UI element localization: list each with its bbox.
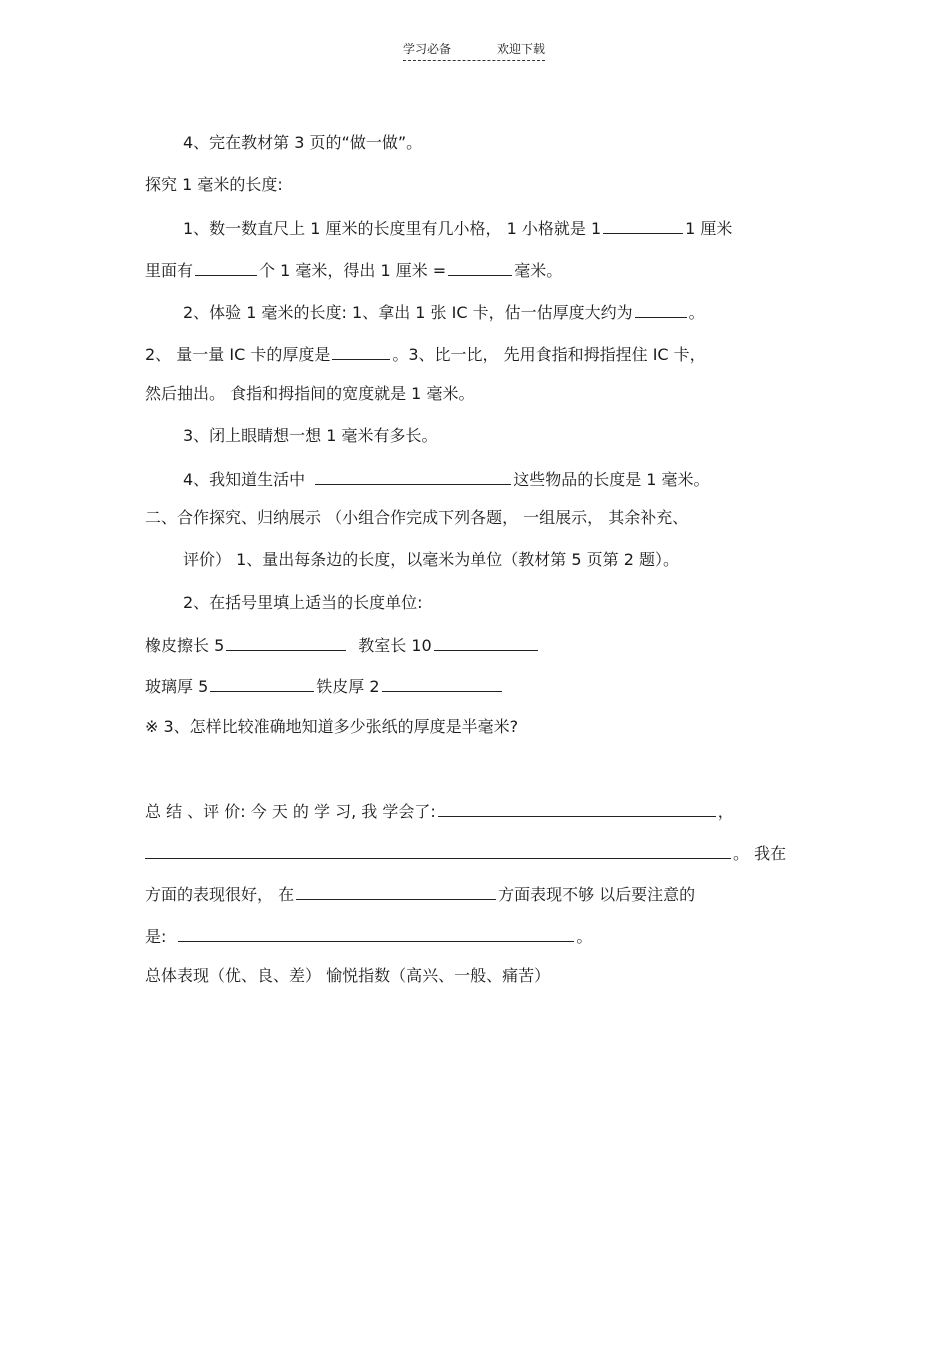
performance-text-a: 方面的表现很好， 在 xyxy=(145,885,295,904)
blank-12[interactable] xyxy=(145,842,731,859)
header-right: 欢迎下载 xyxy=(497,42,546,56)
classroom-text: 教室长 10 xyxy=(358,636,432,655)
blank-13[interactable] xyxy=(296,883,496,900)
line-performance xyxy=(145,883,695,905)
line-eraser-classroom xyxy=(145,634,540,656)
measure-card-text: 2、 量一量 IC 卡的厚度是 xyxy=(145,345,331,364)
know-items-text: 4、我知道生活中 xyxy=(183,470,306,489)
blank-9[interactable] xyxy=(210,675,314,692)
blank-3[interactable] xyxy=(448,259,512,276)
line-pull-out: 然后抽出。 食指和拇指间的宽度就是 1 毫米。 xyxy=(145,384,475,403)
eraser-text: 橡皮擦长 5 xyxy=(145,636,225,655)
blank-8[interactable] xyxy=(434,634,538,651)
line-do-exercise: 4、完在教材第 3 页的“做一做”。 xyxy=(183,133,423,152)
line-measure-card xyxy=(145,343,706,365)
iron-text: 铁皮厚 2 xyxy=(316,677,380,696)
blank-7[interactable] xyxy=(226,634,346,651)
blank-5[interactable] xyxy=(332,343,390,360)
line-glass-iron xyxy=(145,675,504,697)
conversion-text-b: 个 1 毫米，得出 1 厘米 = xyxy=(259,261,447,280)
blank-10[interactable] xyxy=(382,675,502,692)
blank-11[interactable] xyxy=(438,800,716,817)
summary-2-tail: 。 我在 xyxy=(733,844,787,863)
line-mm-conversion xyxy=(145,259,562,281)
attention-tail: 。 xyxy=(576,927,593,946)
line-evaluate-measure: 评价） 1、量出每条边的长度，以毫米为单位（教材第 5 页第 2 题）。 xyxy=(183,550,679,569)
performance-text-b: 方面表现不够 以后要注意的 xyxy=(498,885,696,904)
conversion-text-c: 毫米。 xyxy=(514,261,563,280)
glass-text: 玻璃厚 5 xyxy=(145,677,209,696)
blank-2[interactable] xyxy=(195,259,257,276)
experience-tail: 。 xyxy=(688,303,705,322)
blank-1[interactable] xyxy=(603,217,683,234)
line-explore-title: 探究 1 毫米的长度: xyxy=(145,175,283,194)
conversion-text-a: 里面有 xyxy=(145,261,194,280)
blank-14[interactable] xyxy=(178,925,574,942)
page-header xyxy=(403,40,545,61)
summary-text: 总 结 、评 价: 今 天 的 学 习, 我 学会了: xyxy=(145,802,436,821)
count-ruler-text: 1、数一数直尺上 1 厘米的长度里有几小格， 1 小格就是 1 xyxy=(183,219,602,238)
blank-6[interactable] xyxy=(315,468,511,485)
line-know-items xyxy=(183,468,710,490)
blank-4[interactable] xyxy=(635,301,687,318)
know-items-tail: 这些物品的长度是 1 毫米。 xyxy=(513,470,710,489)
experience-text: 2、体验 1 毫米的长度: 1、拿出 1 张 IC 卡，估一估厚度大约为 xyxy=(183,303,633,322)
attention-text: 是: xyxy=(145,927,167,946)
count-ruler-tail: 1 厘米 xyxy=(685,219,733,238)
line-close-eyes: 3、闭上眼睛想一想 1 毫米有多长。 xyxy=(183,426,438,445)
summary-comma: ， xyxy=(717,802,734,821)
compare-text: 。3、比一比， 先用食指和拇指捏住 IC 卡， xyxy=(392,345,706,364)
line-count-ruler xyxy=(183,217,732,239)
line-summary xyxy=(145,800,734,822)
line-attention xyxy=(145,925,592,947)
line-half-mm-question: ※ 3、怎样比较准确地知道多少张纸的厚度是半毫米? xyxy=(145,717,519,736)
line-experience-mm xyxy=(183,301,705,323)
header-left: 学习必备 xyxy=(403,42,452,56)
line-fill-units: 2、在括号里填上适当的长度单位: xyxy=(183,593,423,612)
line-overall-rating: 总体表现（优、良、差） 愉悦指数（高兴、一般、痛苦） xyxy=(145,966,551,985)
line-cooperate-title: 二、合作探究、归纳展示 （小组合作完成下列各题， 一组展示， 其余补充、 xyxy=(145,508,689,527)
line-summary-2 xyxy=(145,842,786,864)
